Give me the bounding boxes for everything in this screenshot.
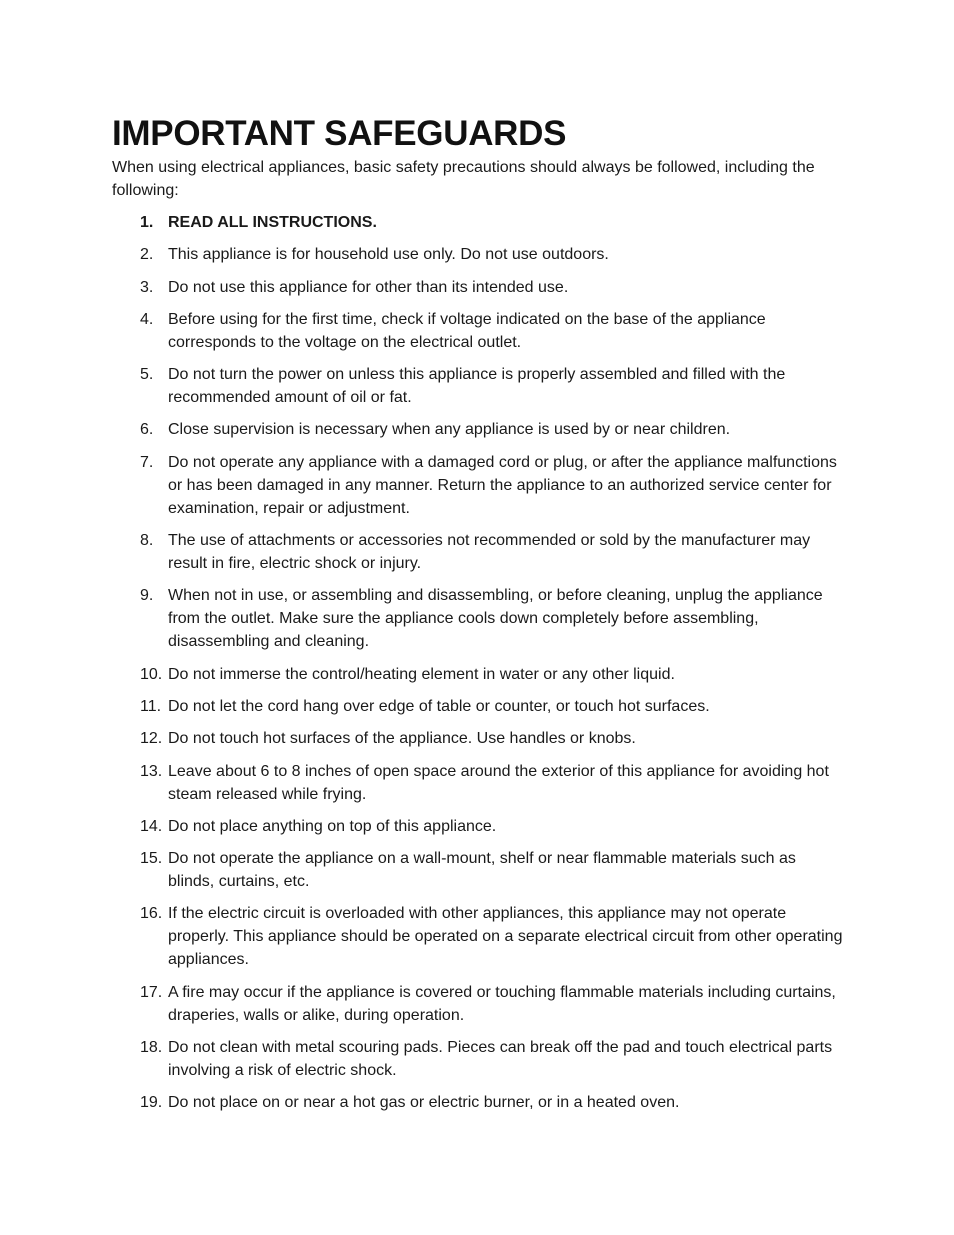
list-item-number: 3. [140,278,154,296]
list-item-number: 19. [140,1094,163,1112]
list-item [112,584,844,653]
list-item [112,902,844,971]
document-page [112,112,844,1124]
list-item-text: Do not let the cord hang over edge of table or counter, or touch hot surfaces. [168,697,710,715]
list-item-text: A fire may occur if the appliance is covered or touching flammable materials including curtains, draperies, walls or alike, during operation. [168,983,836,1024]
list-item-number: 15. [140,850,163,868]
list-item [112,695,844,718]
list-item [112,1091,844,1114]
list-item-number: 2. [140,246,154,264]
list-item-text: When not in use, or assembling and disassembling, or before cleaning, unplug the appliance from the outlet. Make sure the appliance cools down completely before assembling, disassembling and cleaning. [168,587,823,651]
page-title: IMPORTANT SAFEGUARDS [112,114,567,153]
list-item-text: Close supervision is necessary when any appliance is used by or near children. [168,421,731,439]
list-item-number: 18. [140,1039,163,1057]
list-item-text: Do not place on or near a hot gas or electric burner, or in a heated oven. [168,1094,680,1112]
list-item-number: 1. [140,214,154,231]
list-item-number: 6. [140,421,154,439]
list-item-number: 16. [140,905,163,923]
list-item-text: Do not operate any appliance with a damaged cord or plug, or after the appliance malfunctions or has been damaged in any manner. Return the appliance to an authorized service center for examination, repair or adjustment. [168,453,837,517]
list-item-text: Do not immerse the control/heating element in water or any other liquid. [168,665,675,683]
list-item [112,1036,844,1082]
list-item [112,981,844,1027]
list-item [112,663,844,686]
list-item-text: READ ALL INSTRUCTIONS. [168,214,377,231]
list-item-text: Do not place anything on top of this appliance. [168,817,497,835]
list-item-text: Do not turn the power on unless this appliance is properly assembled and filled with the recommended amount of oil or fat. [168,366,786,407]
list-item-text: Leave about 6 to 8 inches of open space around the exterior of this appliance for avoiding hot steam released while frying. [168,762,829,803]
list-item [112,815,844,838]
list-item-number: 5. [140,366,154,384]
list-item-number: 11. [140,697,162,715]
list-item-text: Do not use this appliance for other than its intended use. [168,278,569,296]
list-item [112,418,844,441]
list-item [112,451,844,520]
list-item-text: This appliance is for household use only. Do not use outdoors. [168,246,609,264]
list-item-number: 8. [140,532,154,550]
list-item-text: The use of attachments or accessories not recommended or sold by the manufacturer may result in fire, electric shock or injury. [168,532,811,573]
list-item-number: 7. [140,453,154,471]
list-item-number: 4. [140,310,154,328]
list-item [112,308,844,354]
list-item [112,847,844,893]
list-item-number: 14. [140,817,163,835]
list-item-number: 13. [140,762,163,780]
list-item-number: 10. [140,665,163,683]
list-item-text: Before using for the first time, check if voltage indicated on the base of the appliance corresponds to the voltage on the electrical outlet. [168,310,766,351]
list-item-text: Do not operate the appliance on a wall-mount, shelf or near flammable materials such as blinds, curtains, etc. [168,850,796,891]
list-item [112,243,844,266]
list-item-text: Do not clean with metal scouring pads. Pieces can break off the pad and touch electrical parts involving a risk of electric shock. [168,1039,833,1080]
list-item-number: 12. [140,730,163,748]
list-item-text: If the electric circuit is overloaded with other appliances, this appliance may not operate properly. This appliance should be operated on a separate electrical circuit from other operating appliances. [168,905,843,969]
list-item-number: 17. [140,983,163,1001]
list-item [112,211,844,234]
list-item [112,529,844,575]
intro-paragraph: When using electrical appliances, basic safety precautions should always be followed, including the following: [112,159,815,199]
list-item [112,363,844,409]
safeguards-list [112,211,844,1114]
list-item [112,276,844,299]
list-item [112,727,844,750]
list-item-text: Do not touch hot surfaces of the appliance. Use handles or knobs. [168,730,636,748]
list-item [112,760,844,806]
list-item-number: 9. [140,587,154,605]
